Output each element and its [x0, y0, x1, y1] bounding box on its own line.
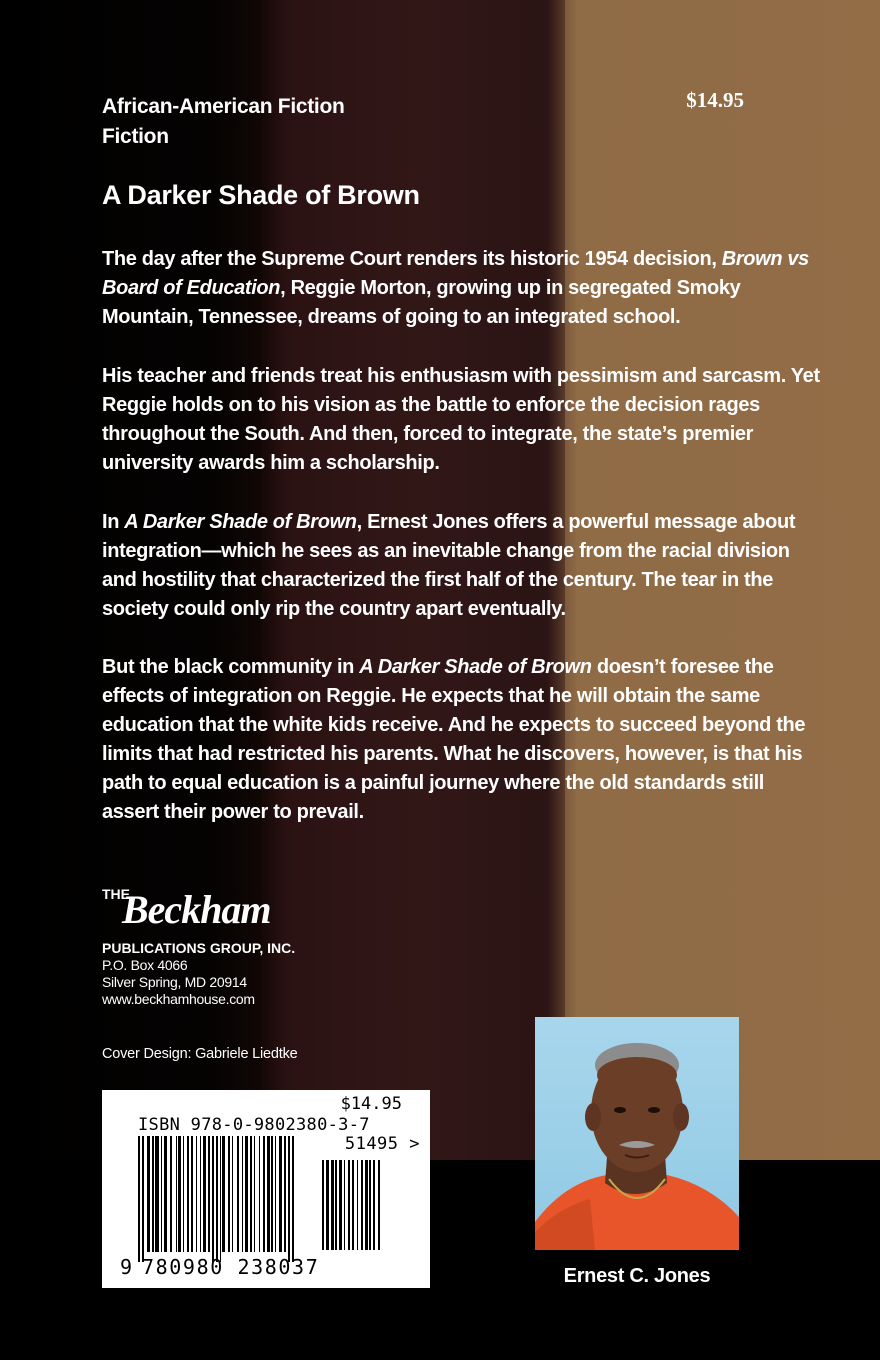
- barcode-bar: [161, 1136, 162, 1252]
- publisher-address-line-1: P.O. Box 4066: [102, 957, 188, 973]
- category-primary: African-American Fiction: [102, 95, 345, 118]
- barcode-bar: [254, 1136, 255, 1252]
- blurb-italic-title: A Darker Shade of Brown: [124, 511, 357, 533]
- blurb-text: The day after the Supreme Court renders its historic 1954 decision,: [102, 248, 722, 270]
- barcode-bar: [369, 1160, 371, 1250]
- barcode-bar: [152, 1136, 154, 1252]
- barcode-bar: [208, 1136, 210, 1252]
- blurb-paragraph-2: His teacher and friends treat his enthusiasm with pessimism and sarcasm. Yet Reggie holds on to his vision as the battle to enforce the decision rages throughout the South. And then, forced to integrate, the state’s premier university awards him a scholarship.: [102, 365, 820, 474]
- barcode-price: $14.95: [340, 1094, 402, 1114]
- author-photo: [535, 1017, 739, 1250]
- barcode-bar: [183, 1136, 184, 1252]
- barcode-bar: [365, 1160, 368, 1250]
- cover-design-credit: Cover Design: Gabriele Liedtke: [102, 1046, 298, 1062]
- barcode-bar: [228, 1136, 230, 1252]
- logo-the: [102, 886, 130, 902]
- barcode-bar: [292, 1136, 294, 1262]
- barcode-bar: [331, 1160, 334, 1250]
- barcode-bar: [220, 1136, 221, 1262]
- category-labels: [102, 92, 345, 152]
- blurb-text: , Reggie Morton, growing up in segregated Smoky Mountain, Tennessee, dreams of going to an integrated school.: [102, 277, 741, 328]
- barcode-bar: [335, 1160, 337, 1250]
- barcode-addon-digits: 51495 >: [344, 1134, 420, 1154]
- logo-the-letters: THE: [102, 886, 130, 902]
- blurb-paragraph-3: [102, 508, 822, 624]
- barcode-bar: [170, 1136, 172, 1252]
- barcode-bar: [216, 1136, 218, 1262]
- logo-wordmark: Beckham: [122, 887, 271, 932]
- barcode-bar: [288, 1136, 290, 1262]
- publisher-info: [102, 940, 295, 1008]
- barcode-digits: 780980 238037: [142, 1255, 320, 1279]
- barcode-bar: [242, 1136, 243, 1252]
- barcode-bar: [275, 1136, 276, 1252]
- blurb-paragraph-1: [102, 245, 822, 332]
- barcode-bar: [259, 1136, 260, 1252]
- category-secondary: Fiction: [102, 125, 169, 148]
- barcode-bar: [284, 1136, 286, 1252]
- barcode-addon-bars: [322, 1160, 406, 1250]
- blurb-italic-case-name: Brown vs Board of Education: [102, 248, 809, 299]
- author-portrait-icon: [535, 1017, 739, 1250]
- barcode-bar: [187, 1136, 189, 1252]
- blurb-text: doesn’t foresee the effects of integration on Reggie. He expects that he will obtain the same education that the white kids receive. And he expects to succeed beyond the limits that had restricted his parents. What he discovers, however, is that his path to equal education is a painful journey where the old standards still assert their power to prevail.: [102, 656, 806, 823]
- barcode-main-bars: [138, 1136, 320, 1268]
- barcode-bar: [339, 1160, 342, 1250]
- barcode-bar: [191, 1136, 193, 1252]
- publisher-name: PUBLICATIONS GROUP, INC.: [102, 940, 296, 956]
- barcode-bar: [203, 1136, 206, 1252]
- barcode-bar: [352, 1160, 354, 1250]
- barcode-bar: [196, 1136, 197, 1252]
- price-label: $14.95: [686, 88, 744, 112]
- barcode-bar: [176, 1136, 177, 1252]
- barcode-bar: [164, 1136, 167, 1252]
- author-name: Ernest C. Jones: [563, 1265, 711, 1287]
- book-title: A Darker Shade of Brown: [102, 180, 420, 210]
- barcode-bar: [344, 1160, 345, 1250]
- blurb-text: In: [102, 511, 125, 533]
- barcode-bar: [348, 1160, 350, 1250]
- barcode-bar: [142, 1136, 144, 1262]
- blurb-text: But the black community in: [102, 656, 360, 678]
- publisher-logo: [102, 885, 292, 941]
- barcode-bar: [155, 1136, 159, 1252]
- barcode-bar: [178, 1136, 181, 1252]
- barcode-bar: [271, 1136, 273, 1252]
- blurb-text: , Ernest Jones offers a powerful message about integration—which he sees as an inevitable change from the racial division and hostility that characterized the first half of the century. The tear in the society could only rip the country apart eventually.: [102, 511, 796, 620]
- publisher-website: www.beckhamhouse.com: [102, 991, 255, 1007]
- isbn-barcode: [102, 1090, 430, 1288]
- barcode-bar: [250, 1136, 252, 1252]
- barcode-bar: [237, 1136, 239, 1252]
- barcode-isbn: ISBN 978-0-9802380-3-7: [138, 1115, 370, 1135]
- barcode-bar: [245, 1136, 248, 1252]
- barcode-bar: [263, 1136, 265, 1252]
- barcode-bar: [373, 1160, 375, 1250]
- barcode-bar: [232, 1136, 233, 1252]
- barcode-bar: [200, 1136, 201, 1252]
- barcode-bar: [378, 1160, 380, 1250]
- barcode-bar: [279, 1136, 282, 1252]
- barcode-bar: [361, 1160, 363, 1250]
- barcode-bar: [322, 1160, 324, 1250]
- blurb-italic-title: A Darker Shade of Brown: [359, 656, 592, 678]
- barcode-bar: [138, 1136, 140, 1262]
- publisher-address-line-2: Silver Spring, MD 20914: [102, 974, 247, 990]
- barcode-bar: [357, 1160, 358, 1250]
- barcode-bar: [222, 1136, 225, 1252]
- barcode-bar: [212, 1136, 214, 1262]
- barcode-first-digit: 9: [120, 1255, 133, 1279]
- barcode-bar: [326, 1160, 329, 1250]
- blurb-paragraph-4: [102, 653, 822, 827]
- barcode-bar: [147, 1136, 150, 1252]
- barcode-bar: [267, 1136, 270, 1252]
